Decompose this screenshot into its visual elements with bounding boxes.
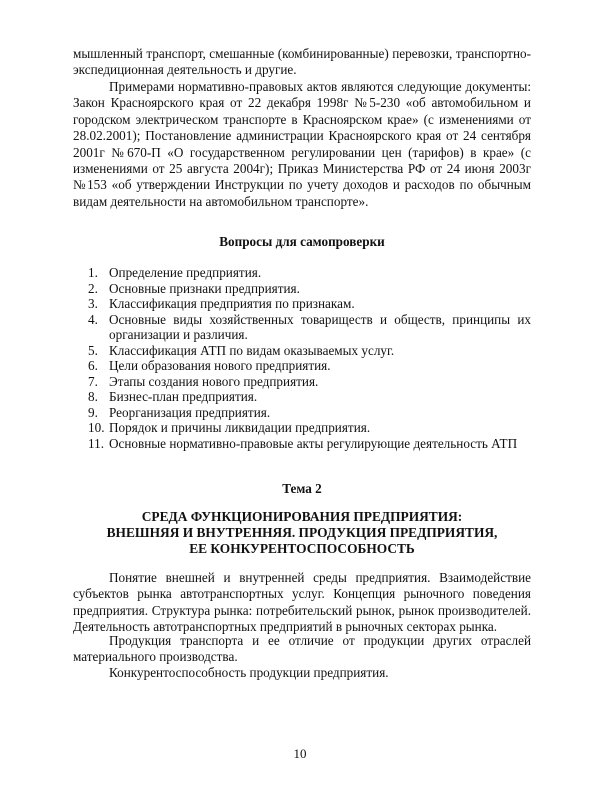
question-number: 5. bbox=[88, 342, 98, 358]
question-text: Основные виды хозяйственных товариществ и обществ, принципы их организации и различия. bbox=[109, 311, 531, 342]
question-item bbox=[88, 281, 531, 297]
topic-paragraph-products: Продукция транспорта и ее отличие от продукции других отраслей материального производства. bbox=[73, 633, 531, 665]
question-text: Реорганизация предприятия. bbox=[109, 404, 271, 420]
question-number: 10. bbox=[88, 420, 105, 435]
question-number: 2. bbox=[88, 280, 98, 296]
topic-title-line-3: ЕЕ КОНКУРЕНТОСПОСОБНОСТЬ bbox=[189, 541, 415, 556]
question-number: 6. bbox=[88, 358, 98, 373]
self-check-title: Вопросы для самопроверки bbox=[219, 234, 385, 249]
question-text: Основные признаки предприятия. bbox=[109, 280, 300, 296]
topic-title-line-1: СРЕДА ФУНКЦИОНИРОВАНИЯ ПРЕДПРИЯТИЯ: bbox=[141, 509, 463, 524]
question-number: 7. bbox=[88, 373, 98, 389]
topic-paragraph-environment: Понятие внешней и внутренней среды предприятия. Взаимодействие субъектов рынка автотранспортных услуг. Концепция рыночного поведения предприятия. Структура рынка: потребительский рынок, рынок производителей. Деятельность автотранспортных предприятий в рыночных секторах рынка. bbox=[73, 570, 531, 635]
question-number: 9. bbox=[88, 404, 98, 420]
question-text: Классификация АТП по видам оказываемых услуг. bbox=[109, 342, 395, 358]
question-number: 4. bbox=[88, 311, 98, 327]
question-text: Основные нормативно-правовые акты регулирующие деятельность АТП bbox=[109, 435, 518, 451]
question-item bbox=[88, 343, 531, 359]
question-item bbox=[88, 296, 531, 312]
question-number: 8. bbox=[88, 389, 98, 404]
question-number: 3. bbox=[88, 296, 98, 311]
topic-title-line-2: ВНЕШНЯЯ И ВНУТРЕННЯЯ. ПРОДУКЦИЯ ПРЕДПРИЯТИЯ, bbox=[106, 525, 498, 540]
question-text: Классификация предприятия по признакам. bbox=[109, 296, 355, 311]
question-text: Этапы создания нового предприятия. bbox=[109, 373, 319, 389]
question-number: 11. bbox=[88, 435, 104, 451]
intro-continuation: мышленный транспорт, смешанные (комбинированные) перевозки, транспортно-экспедиционная деятельность и другие. bbox=[73, 46, 531, 78]
page-number: 10 bbox=[293, 746, 307, 761]
question-text: Бизнес-план предприятия. bbox=[109, 389, 258, 404]
question-number: 1. bbox=[88, 265, 98, 280]
question-text: Определение предприятия. bbox=[109, 265, 262, 280]
normative-acts-paragraph: Примерами нормативно-правовых актов являются следующие документы: Закон Красноярского края от 22 декабря 1998г №5-230 «об автомобильном и городском электрическом транспорте в Красноярском крае» (с изменениями от 28.02.2001); Постановление администрации Красноярского края от 24 сентября 2001г №670-П «О государственном регулировании цен (тарифов) в крае» (с изменениями от 25 августа 2004г); Приказ Министерства РФ от 24 июня 2003г №153 «об утверждении Инструкции по учету доходов и расходов по обычным видам деятельности на автомобильном транспорте». bbox=[73, 79, 531, 209]
question-item bbox=[88, 358, 531, 374]
question-item bbox=[88, 312, 531, 343]
topic-paragraph-competitiveness: Конкурентоспособность продукции предприятия. bbox=[109, 665, 389, 680]
questions-list bbox=[88, 265, 531, 451]
question-text: Цели образования нового предприятия. bbox=[109, 358, 331, 373]
question-text: Порядок и причины ликвидации предприятия. bbox=[109, 420, 371, 435]
question-item bbox=[88, 436, 531, 452]
question-item bbox=[88, 405, 531, 421]
topic-label: Тема 2 bbox=[282, 481, 322, 496]
question-item bbox=[88, 265, 531, 281]
question-item bbox=[88, 374, 531, 390]
question-item bbox=[88, 389, 531, 405]
question-item bbox=[88, 420, 531, 436]
